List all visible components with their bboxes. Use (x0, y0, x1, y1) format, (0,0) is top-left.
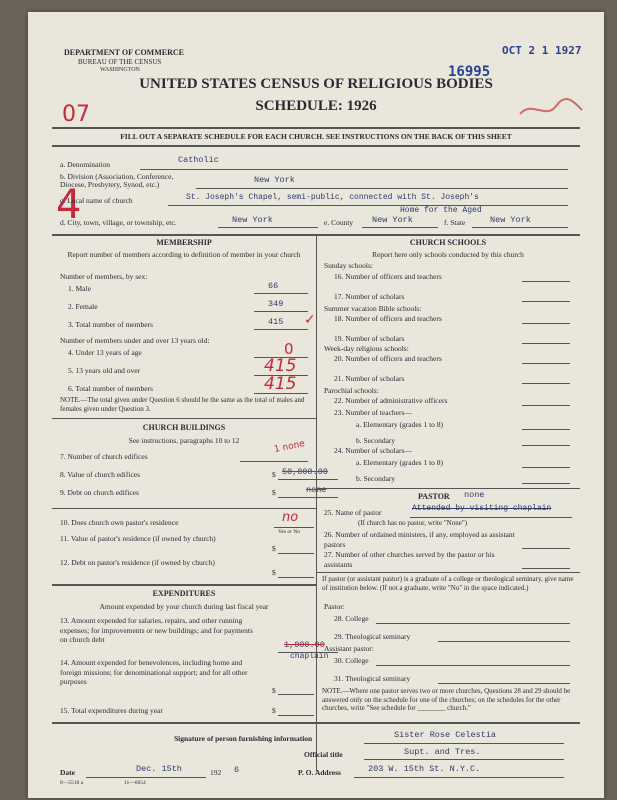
bureau-heading: BUREAU OF THE CENSUS (78, 58, 162, 66)
red-scribble-mark (516, 96, 586, 122)
official-title-label: Official title (304, 750, 343, 759)
pastor-title-note: none (464, 490, 485, 500)
buildings-intro: See instructions, paragraphs 10 to 12 (128, 436, 240, 445)
q26-label: 26. Number of ordained ministers, if any, employed as assistant pastors (324, 530, 515, 549)
q9-dollar: $ (272, 488, 276, 497)
q22-label: 22. Number of administrative officers (334, 396, 448, 405)
date-label: Date (60, 768, 75, 777)
q27-label: 27. Number of other churches served by the pastor or his assistants (324, 550, 495, 569)
local-name-value: St. Joseph's Chapel, semi-public, connected with St. Joseph's (186, 193, 479, 202)
q10-value: no (282, 510, 299, 525)
county-label: e. County (324, 218, 354, 227)
q12-label: 12. Debt on pastor's residence (if owned by church) (60, 558, 215, 567)
form-number: 8—5518 a (60, 780, 84, 786)
q12-dollar: $ (272, 568, 276, 577)
denomination-label: a. Denomination (60, 160, 110, 169)
q18-label: 18. Number of officers and teachers (334, 314, 442, 323)
q23a-label: a. Elementary (grades 1 to 8) (356, 420, 444, 429)
q24-label: 24. Number of scholars— (334, 446, 412, 455)
q7-value: 1 none (273, 438, 306, 456)
schools-intro: Report here only schools conducted by this church (372, 250, 524, 259)
form-title: UNITED STATES CENSUS OF RELIGIOUS BODIES (139, 76, 493, 92)
membership-intro: Report number of members according to definition of member in your church (67, 250, 301, 259)
q20-label: 20. Number of officers and teachers (334, 354, 442, 363)
local-name-label: c. Local name of church (60, 196, 133, 205)
file-number-stamp: 16995 (448, 64, 491, 80)
signature-label: Signature of person furnishing information (174, 734, 313, 743)
q25-hint: (If church has no pastor, write "None") (358, 519, 468, 527)
red-mark-07: 07 (62, 102, 90, 127)
schools-title: CHURCH SCHOOLS (409, 238, 487, 247)
q13-label: 13. Amount expended for salaries, repairs, and other running expenses; for improvements or new buildings; and for payments on church debt (60, 616, 253, 644)
signature-value: Sister Rose Celestia (394, 730, 497, 740)
sunday-label: Sunday schools: (324, 261, 373, 270)
graduate-note: If pastor (or assistant pastor) is a graduate of a college or theological seminary, give name of institution below. (If not a graduate, write "No" in the space indicated.) (322, 575, 574, 592)
q8-label: 8. Value of church edifices (60, 470, 141, 479)
census-schedule-page (28, 12, 604, 798)
q3-checkmark-icon: ✓ (304, 312, 316, 328)
q15-dollar: $ (272, 706, 276, 715)
print-number: 11—6654 (124, 780, 146, 786)
denomination-value: Catholic (178, 155, 219, 165)
membership-title: MEMBERSHIP (156, 238, 212, 247)
date-value: Dec. 15th (136, 764, 182, 774)
q4-label: 4. Under 13 years of age (68, 348, 142, 357)
q1-label: 1. Male (68, 284, 91, 293)
expenditures-intro: Amount expended by your church during last fiscal year (99, 602, 269, 611)
q4-value: 0 (284, 340, 294, 358)
year-prefix: 192 (210, 768, 222, 777)
year-suffix: 6 (234, 765, 240, 775)
city-label: d. City, town, village, or township, etc. (60, 218, 177, 227)
pastor-title: PASTOR (418, 492, 450, 501)
q10-yes-no-hint: Yes or No (278, 529, 301, 535)
department-heading: DEPARTMENT OF COMMERCE (64, 48, 185, 57)
q6-label: 6. Total number of members (68, 384, 153, 393)
division-label: b. Division (Association, Conference, Diocese, Presbytery, Synod, etc.) (60, 172, 174, 189)
pastor-sublabel: Pastor: (324, 602, 345, 611)
q7-label: 7. Number of church edifices (60, 452, 148, 461)
q8-dollar: $ (272, 470, 276, 479)
q23-label: 23. Number of teachers— (334, 408, 412, 417)
q19-label: 19. Number of scholars (334, 334, 405, 343)
membership-note: NOTE.—The total given under Question 6 should be the same as the total of males and females given under Question 3. (60, 396, 305, 413)
q9-value: none (306, 485, 327, 495)
q5-label: 5. 13 years old and over (68, 366, 141, 375)
parochial-label: Parochial schools: (324, 386, 379, 395)
red-mark-side: 4 (56, 182, 82, 228)
official-title-value: Supt. and Tres. (404, 747, 481, 757)
q30-label: 30. College (334, 656, 369, 665)
q2-value: 349 (268, 299, 284, 309)
q8-value: 50,000.00 (282, 467, 328, 477)
schedule-title: SCHEDULE: 1926 (255, 98, 377, 114)
expenditures-title: EXPENDITURES (152, 589, 216, 598)
q24a-label: a. Elementary (grades 1 to 8) (356, 458, 444, 467)
city-value: New York (232, 215, 273, 225)
q2-label: 2. Female (68, 302, 98, 311)
q9-label: 9. Debt on church edifices (60, 488, 139, 497)
instruction-line: FILL OUT A SEPARATE SCHEDULE FOR EACH CHURCH. SEE INSTRUCTIONS ON THE BACK OF THIS SHEET (120, 132, 512, 141)
q15-label: 15. Total expenditures during year (60, 706, 163, 715)
q10-label: 10. Does church own pastor's residence (60, 518, 179, 527)
weekday-label: Week-day religious schools: (324, 344, 409, 353)
q13-value: 1,000.00 (284, 640, 325, 650)
q23b-label: b. Secondary (356, 436, 396, 445)
q3-value: 415 (268, 317, 284, 327)
q5-value: 415 (264, 356, 297, 376)
q16-label: 16. Number of officers and teachers (334, 272, 442, 281)
q6-value: 415 (264, 374, 297, 394)
summer-label: Summer vacation Bible schools: (324, 304, 422, 313)
address-label: P. O. Address (298, 768, 341, 777)
q31-label: 31. Theological seminary (334, 674, 411, 683)
state-label: f. State (444, 218, 466, 227)
city-heading: WASHINGTON (100, 67, 140, 73)
pastor-note: NOTE.—Where one pastor serves two or more churches, Questions 28 and 29 should be answered only on the schedule for one of the churches; on the schedules for the other churches, write "See schedule for ________ church." (322, 687, 571, 712)
q24b-label: b. Secondary (356, 474, 396, 483)
buildings-title: CHURCH BUILDINGS (142, 423, 226, 432)
received-date-stamp: OCT 2 1 1927 (502, 44, 582, 57)
division-value: New York (254, 175, 295, 185)
q21-label: 21. Number of scholars (334, 374, 405, 383)
q25-label: 25. Name of pastor (324, 508, 382, 517)
q11-label: 11. Value of pastor's residence (if owned by church) (60, 534, 216, 543)
members-by-sex-label: Number of members, by sex: (60, 272, 148, 281)
q14-dollar: $ (272, 686, 276, 695)
q29-label: 29. Theological seminary (334, 632, 411, 641)
q14-label: 14. Amount expended for benevolences, including home and foreign missions; for denominational support; and for all other purposes (60, 658, 248, 686)
q17-label: 17. Number of scholars (334, 292, 405, 301)
q25-value: Attended by visiting chaplain (412, 504, 552, 513)
q11-dollar: $ (272, 544, 276, 553)
state-value: New York (490, 215, 531, 225)
under-over-label: Number of members under and over 13 years old: (60, 336, 210, 345)
local-name-value-cont: Home for the Aged (400, 206, 482, 215)
q28-label: 28. College (334, 614, 369, 623)
assistant-pastor-sublabel: Assistant pastor: (324, 644, 374, 653)
q1-value: 66 (268, 281, 279, 291)
q3-label: 3. Total number of members (68, 320, 153, 329)
county-value: New York (372, 215, 413, 225)
address-value: 203 W. 15th St. N.Y.C. (368, 764, 481, 774)
q13-note: chaplain (290, 652, 329, 661)
